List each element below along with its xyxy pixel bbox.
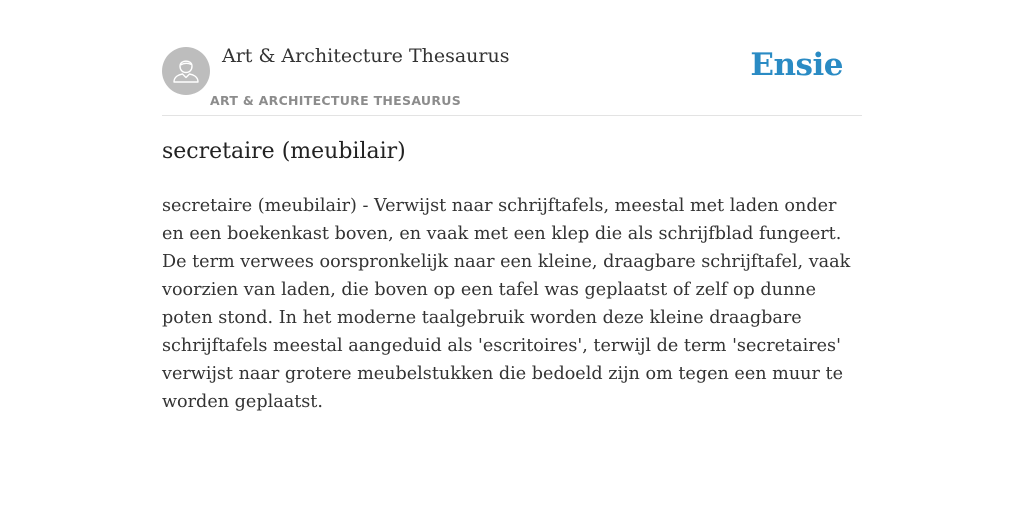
ensie-logo[interactable]: Ensie <box>750 47 843 83</box>
entry-container <box>162 0 862 412</box>
source-title-link[interactable]: Art & Architecture Thesaurus <box>222 45 510 67</box>
page-title: secretaire (meubilair) <box>162 139 406 164</box>
definition-text: secretaire (meubilair) - Verwijst naar schrijftafels, meestal met laden onder en een boekenkast boven, en vaak met een klep die als schrijfblad fungeert. De term verwees oorspronkelijk naar een kleine, draagbare schrijftafel, vaak voorzien van laden, die boven op een tafel was geplaatst of zelf op dunne poten stond. In het moderne taalgebruik worden deze kleine draagbare schrijftafels meestal aangeduid als 'escritoires', terwijl de term 'secretaires' verwijst naar grotere meubelstukken die bedoeld zijn om tegen een muur te worden geplaatst. <box>162 196 851 412</box>
source-subtitle-link[interactable]: ART & ARCHITECTURE THESAURUS <box>210 93 462 108</box>
user-silhouette-icon <box>162 47 210 95</box>
avatar[interactable] <box>162 47 210 95</box>
header <box>162 0 862 116</box>
